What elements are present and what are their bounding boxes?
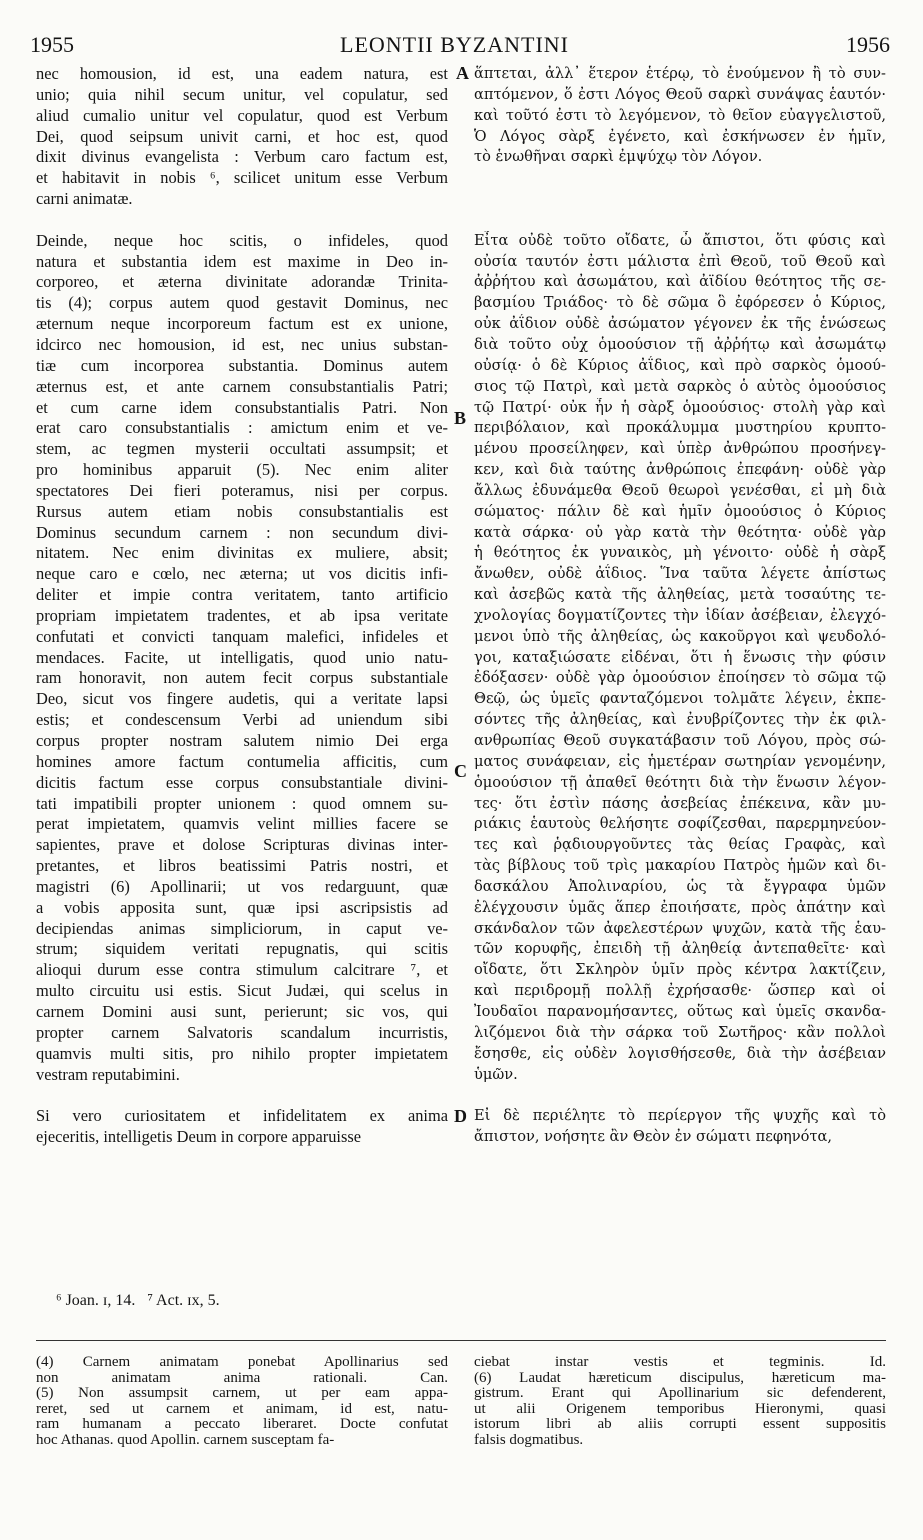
greek-text-line: μενοι ὑπὸ τῆς ἀληθείας, ὡς κακοῦργοι καὶ ψευδολό- [474,627,886,645]
greek-text-line: καὶ περιδρομῇ πολλῇ ἐχρήσασθε· ὥσπερ καὶ οἱ [474,982,886,1000]
paragraph-gap [474,210,886,231]
greek-text-line: καὶ ἀσεβῶς κατὰ τῆς ἀληθείας, μετὰ τοσαύτης τε- [474,586,886,604]
latin-text-line: et cum carne idem consubstantialis Patri. Non [36,397,448,417]
greek-text-line: γοι, καταξιώσατε εἰδέναι, ὅτι ἡ ἕνωσις τὴν φύσιν [474,648,886,666]
footnote-line: hoc Athanas. quod Apollin. carnem susceptam fa- [36,1432,335,1448]
latin-text-line: Dei, quod seipsum univit carni, et hoc est, quod [36,126,448,146]
latin-text-line: Dominus secundum carnem : non secundum divi- [36,522,448,542]
greek-text-line: τες καὶ ῥᾳδιουργοῦντες τὰς θείας Γραφὰς, καὶ [474,836,886,854]
greek-text-line: περιβόλαιον, καὶ προκάλυμμα μυστηρίου κρυπτο- [474,419,886,437]
greek-text-line: οὐσία ταυτόν ἐστι μάλιστα ἐπὶ Θεοῦ, τοῦ Θεοῦ καὶ [474,252,886,270]
footnote-line: reret, sed ut carnem et animam, id est, natu- [36,1401,448,1417]
running-title: LEONTII BYZANTINI [340,32,569,57]
latin-text-line: carnem Domini ausi sunt, perierunt; sic vos, qui [36,1001,448,1021]
greek-text-line: απτόμενον, ὅ ἐστι Λόγος Θεοῦ σαρκὶ συνάψας ἑαυτόν· [474,85,886,103]
greek-text-line: κεν, καὶ διὰ ταύτης ἀνθρώποις ἐπεφάνη· οὐδὲ γὰρ [474,461,886,479]
latin-text-line: propter carnem Salvatoris scandalum incurristis, [36,1022,448,1042]
footnotes-left [36,1355,448,1449]
latin-text-line: et habitavit in nobis ⁶, scilicet unitum esse Verbum [36,168,448,188]
greek-text-line: τὸ ἑνωθῆναι σαρκὶ ἐμψύχῳ τὸν Λόγον. [474,148,763,166]
latin-text-line: a vobis apposita sunt, quæ ipsi ascripsistis ad [36,897,448,917]
greek-text-line: οὐκ ἀΐδιον οὐδὲ ἀσώματον γέγονεν ἐκ τῆς ἑνώσεως [474,315,886,333]
latin-text-line: pretantes, et libros beatissimi Patris nostri, et [36,856,448,876]
latin-text-line: magistri (6) Apollinarii; ut vos redarguunt, quæ [36,876,448,896]
greek-text-line: ἅπτεται, ἀλλ᾽ ἕτερον ἑτέρῳ, τὸ ἑνούμενον ἢ τὸ συν- [474,65,886,82]
latin-text-line: spectatores Dei fieri poteramus, nisi per corpus. [36,480,448,500]
greek-text-line: ἡ θεότητος ἐκ γυναικὸς, μὴ γένοιτο· οὐδὲ ἡ σὰρξ [474,544,886,562]
footnote-separator [36,1340,886,1341]
greek-text-line: ἐλέγχουσιν ὑμᾶς ἅπερ ἐποιήσατε, πρὸς ἀπάτην καὶ [474,898,886,916]
greek-text-line: ὑμῶν. [474,1065,518,1083]
paragraph-gap [474,189,886,210]
paragraph-gap [36,1085,448,1106]
latin-text-column [36,64,448,1148]
greek-text-line: Εἰ δὲ περιέλητε τὸ περίεργον τῆς ψυχῆς καὶ τὸ [474,1107,886,1125]
column-marker-c: C [454,761,467,781]
latin-text-line: multo circuitu usi estis. Sicut Judæi, qui scelus in [36,981,448,1001]
latin-text-line: nec homousion, id est, una eadem natura, est [36,64,448,83]
latin-text-line: mendaces. Facite, ut intelligatis, quod unio natu- [36,647,448,667]
greek-text-line: τες· ὅτι ἐστὶν πάσης ἀσεβείας ἐπέκεινα, κἂν μυ- [474,794,886,812]
footnotes-right [474,1355,886,1449]
greek-text-line: δασκάλου Ἀπολιναρίου, ὡς τὰ ἔγγραφα ὑμῶν [474,877,886,895]
greek-text-line: ἄπιστον, νοήσητε ἂν Θεὸν ἐν σώματι πεφηνότα, [474,1128,833,1146]
greek-text-line: ἐδόξασεν· οὐδὲ γὰρ ὁμοούσιον ἐποίησεν τὸ σῶμα τῷ [474,669,886,687]
latin-text-line: Deinde, neque hoc scitis, o infideles, quod [36,230,448,250]
greek-text-line: Θεῷ, ὡς ὑμεῖς φανταζόμενοι τολμᾶτε λέγειν, ἐκπε- [474,690,886,708]
footnote-line: (5) Non assumpsit carnem, ut per eam appa- [36,1386,448,1402]
latin-text-line: Rursus autem etiam nobis consubstantialis est [36,501,448,521]
latin-text-line: perat impietatem, quamvis velint millies facere se [36,814,448,834]
latin-text-line: alioqui durum esse contra stimulum calcitrare ⁷, et [36,960,448,980]
latin-text-line: æternus est, et ante carnem consubstantialis Patri; [36,376,448,396]
greek-text-line: διὰ τοῦτο οὐχ ὁμοούσιον τῇ ἀῤῥήτῳ καὶ ἀσωμάτῳ [474,335,886,353]
greek-text-line: σκάνδαλον τῶν ἀφελεστέρων ψυχῶν, κατὰ τῆς ἑαυ- [474,919,886,937]
latin-text-line: natura et substantia idem est maxime in Deo in- [36,251,448,271]
footnote-line: ut alii Origenem temporibus Hieronymi, quasi [474,1401,886,1417]
latin-text-line: erat caro consubstantialis : amictum enim et ve- [36,418,448,438]
latin-text-line: pro hominibus apparuit (5). Nec enim aliter [36,460,448,480]
latin-text-line: unio; quia nihil secum unitur, vel copulatur, sed [36,84,448,104]
latin-text-line: Si vero curiositatem et infidelitatem ex anima [36,1106,448,1126]
latin-text-line: aliud cumalio unitur vel copulatur, quod est Verbum [36,105,448,125]
greek-text-line: καὶ τοῦτό ἐστι τὸ λεγόμενον, τὸ θεῖον εὐαγγελιστοῦ, [474,106,886,124]
footnote-line: ciebat instar vestis et tegminis. Id. [474,1355,886,1370]
latin-text-line: neque caro e cœlo, nec æterna; ut vos dicitis infi- [36,564,448,584]
greek-text-line: ἔσησθε, εἰς οὐδὲν λογισθήσεσθε, διὰ τὴν ἀσέβειαν [474,1044,886,1062]
greek-text-line: κατὰ σάρκα· οὐ γὰρ κατὰ τὴν θεότητα· οὐδὲ γὰρ [474,523,886,541]
latin-text-line: stem, ac tegmen mysterii occultati assumpsit; et [36,439,448,459]
latin-text-line: æternum neque incorporeum factum est ex unione, [36,314,448,334]
footnote-line: (4) Carnem animatam ponebat Apollinarius sed [36,1355,448,1370]
latin-text-line: confutati et convicti tanquam malefici, infideles et [36,626,448,646]
greek-text-line: βασμίου Τριάδος· τὸ δὲ σῶμα ὃ ἐφόρεσεν ὁ Κύριος, [474,294,886,312]
greek-text-line: οἴδατε, ὅτι Σκληρὸν ὑμῖν πρὸς κέντρα λακτίζειν, [474,961,886,979]
greek-text-line: Ὁ Λόγος σὰρξ ἐγένετο, καὶ ἐσκήνωσεν ἐν ἡμῖν, [474,127,886,145]
latin-text-line: corpus propter nostram salutem nimio Dei erga [36,731,448,750]
greek-text-line: τὰς βίβλους τοῦ τρὶς μακαρίου Πατρὸς ἡμῶν καὶ δι- [474,857,886,875]
scripture-references: ⁶ Joan. ɪ, 14. ⁷ Act. ɪx, 5. [56,1292,220,1309]
greek-text-line: Εἶτα οὐδὲ τοῦτο οἴδατε, ὦ ἄπιστοι, ὅτι φύσις καὶ [474,231,886,249]
latin-text-line: ejeceritis, intelligetis Deum in corpore apparuisse [36,1127,361,1147]
latin-text-line: sapientes, prave et dolose Scripturas divinas inter- [36,835,448,855]
greek-text-column [474,64,886,1148]
greek-text-line: σιος τῷ Πατρὶ, καὶ μετὰ σαρκὸς ὁ αὐτὸς ὁμοούσιος [474,377,886,395]
latin-text-line: nitatem. Nec enim divinitas ex muliere, absit; [36,543,448,563]
greek-text-line: μένου προσείληφεν, καὶ ὑπὲρ ἀνθρώπου προσήνεγ- [474,440,886,458]
paragraph-gap [474,168,886,189]
latin-text-line: corporeo, et æterna divinitate adorandæ Trinita- [36,272,448,292]
greek-text-line: σώματος· πάλιν δὲ καὶ ἡμῖν ὁμοούσιος ὁ Κύριος [474,502,886,520]
latin-text-line: quamvis multi sitis, pro nihilo propter impietatem [36,1043,448,1063]
latin-text-line: tiæ cum incorporea substantia. Dominus autem [36,355,448,375]
greek-text-line: ἀῤῥήτου καὶ ἀσωμάτου, καὶ ἀϊδίου θεότητος τῆς σε- [474,273,886,291]
right-page-number: 1956 [846,32,890,57]
greek-text-line: τῶν κορυφῆς, ἐπειδὴ τῇ ἀληθείᾳ ἀντεπαθεῖτε· καὶ [474,940,886,958]
column-marker-d: D [454,1106,467,1126]
paragraph-gap [36,210,448,231]
latin-text-line: estis; et condescensum Verbi ad uniendum sibi [36,710,448,730]
latin-text-line: carni animatæ. [36,189,133,209]
latin-text-line: idcirco nec homousion, id est, nec unius substan- [36,334,448,354]
greek-text-line: τῷ Πατρί· οὐκ ἦν ἡ σὰρξ ὁμοούσιος· στολὴ γὰρ καὶ [474,398,886,416]
latin-text-line: homines amore factum contumelia afficitis, cum [36,751,448,771]
greek-text-line: χνολογίας δογματίζοντες τὴν ἰδίαν ἀσέβειαν, ἐλεγχό- [474,606,886,624]
latin-text-line: ram honoravit, non autem fecit corpus substantiale [36,668,448,688]
latin-text-line: propriam impietatem tradentes, et ab ipsa veritate [36,605,448,625]
footnote-line: non animatam anima rationali. Can. [36,1370,448,1386]
greek-text-line: ριάκις ἑαυτοὺς θελήσητε σοφίζεσθαι, παρερμηνεύον- [474,815,886,833]
latin-text-line: tati impatibili propter unionem : quod omnem su- [36,793,448,813]
latin-text-line: strum; siquidem veritati repugnatis, qui scitis [36,939,448,959]
greek-text-line: ἄλλως ἐδυνάμεθα Θεοῦ θεωροὶ γενέσθαι, εἰ μὴ διὰ [474,481,886,499]
greek-text-line: σόντες τῆς ἀληθείας, καὶ ἐνυβρίζοντες τὴν ἐκ φιλ- [474,711,886,729]
paragraph-gap [474,1085,886,1106]
latin-text-line: dixit divinus evangelista : Verbum caro factum est, [36,147,448,167]
footnote-line: falsis dogmatibus. [474,1432,584,1448]
greek-text-line: ανθρωπίας Θεοῦ συγκατάβασιν τοῦ Λόγου, πρὸς σώ- [474,732,886,749]
column-marker-a: A [456,63,469,83]
footnote-line: gistrum. Erant qui Apollinarium sic defenderent, [474,1386,886,1402]
latin-text-line: decipiendas animas simpliciorum, in caput ve- [36,918,448,938]
latin-text-line: deliter et impie contra veritatem, tanto artificio [36,585,448,605]
greek-text-line: οὐσίᾳ· ὁ δὲ Κύριος ἀΐδιος, καὶ πρὸ σαρκὸς ὁμοού- [474,356,886,374]
footnote-line: ram humanam a peccato liberaret. Docte confutat [36,1417,448,1433]
greek-text-line: ὁμοούσιον τῇ ἀπαθεῖ θεότητι διὰ τὴν ἕνωσιν λέγον- [474,773,886,791]
footnote-line: istorum libri ab aliis corrupti essent suppositis [474,1417,886,1433]
latin-text-line: dicitis factum esse corpus consubstantiale divini- [36,772,448,792]
footnote-line: (6) Laudat hæreticum discipulus, hæreticum ma- [474,1370,886,1386]
greek-text-line: Ἰουδαῖοι παρανομήσαντες, οὕτως καὶ ὑμεῖς σκανδα- [474,1002,886,1020]
greek-text-line: λιζόμενοι διὰ τὴν σάρκα τοῦ Σωτῆρος· κἂν πολλοὶ [474,1023,886,1041]
left-page-number: 1955 [30,32,74,57]
greek-text-line: ματος συνάφειαν, εἰς ἡμετέραν σωτηρίαν γενομένην, [474,752,886,770]
column-marker-b: B [454,408,467,428]
latin-text-line: tis (4); corpus autem quod gestavit Dominus, nec [36,293,448,313]
greek-text-line: ἄνωθεν, οὐδὲ ἀΐδιος. Ἵνα ταῦτα λέγετε ἀπίστως [474,565,886,583]
latin-text-line: vestram reputabimini. [36,1064,180,1084]
latin-text-line: Deo, sicut vos fingere audetis, qui a veritate lapsi [36,689,448,709]
